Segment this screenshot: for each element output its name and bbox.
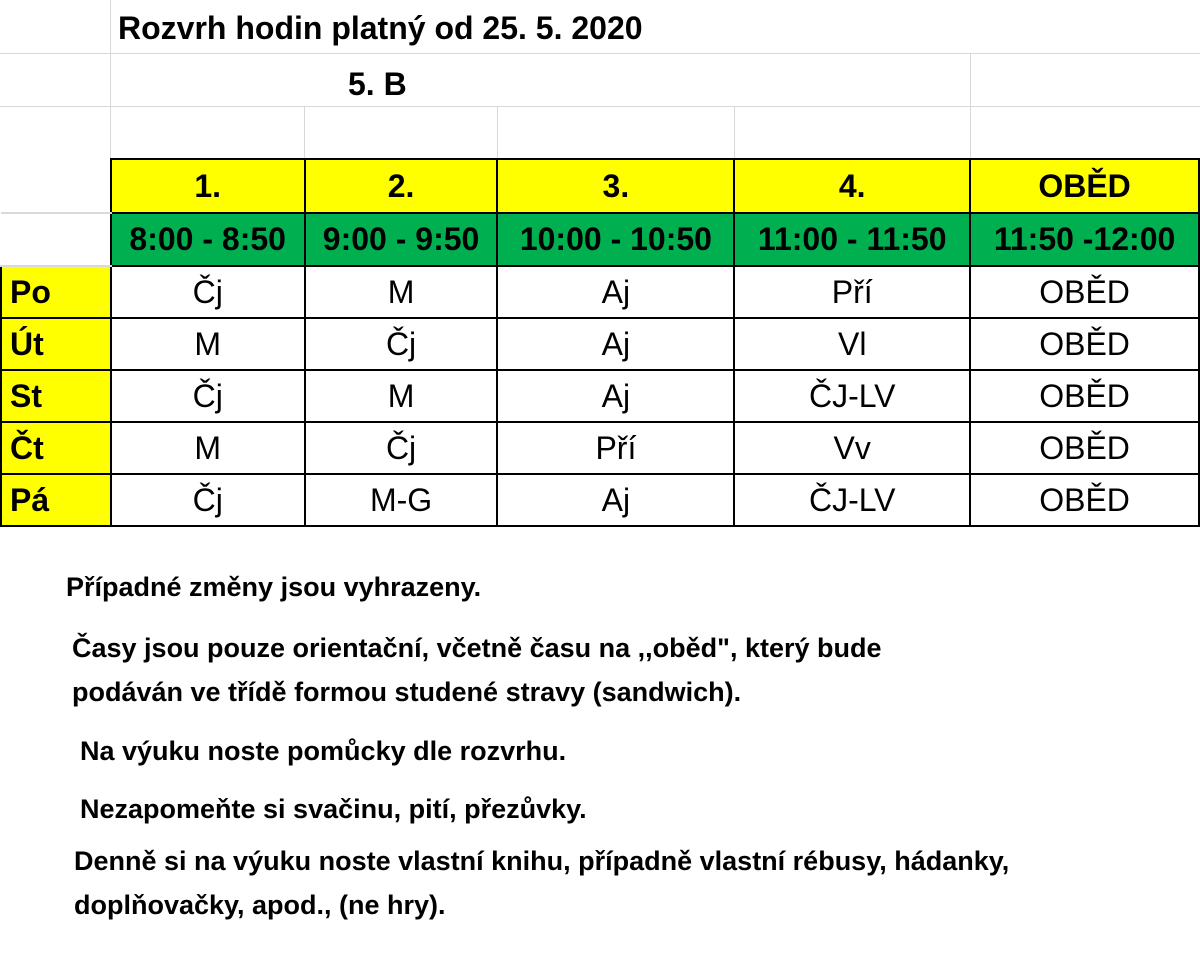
period-header-row [1, 159, 1199, 213]
lesson-cell: M [305, 266, 498, 318]
note-line: podáván ve třídě formou studené stravy (sandwich). [72, 677, 742, 707]
time-header: 9:00 - 9:50 [305, 213, 498, 266]
period-header: 3. [497, 159, 734, 213]
lesson-cell: Čj [305, 422, 498, 474]
day-row [1, 266, 1199, 318]
day-row [1, 474, 1199, 526]
note-line: doplňovačky, apod., (ne hry). [74, 890, 446, 920]
period-header: 1. [111, 159, 305, 213]
time-header: 10:00 - 10:50 [497, 213, 734, 266]
schedule-title: Rozvrh hodin platný od 25. 5. 2020 [118, 10, 643, 46]
lesson-cell: M [111, 318, 305, 370]
lesson-cell: Pří [497, 422, 734, 474]
class-name: 5. B [348, 66, 407, 102]
lesson-cell: Pří [734, 266, 970, 318]
lesson-cell: Aj [497, 318, 734, 370]
day-label: St [1, 370, 111, 422]
day-label: Pá [1, 474, 111, 526]
gridline [0, 53, 1200, 54]
time-header: 11:00 - 11:50 [734, 213, 970, 266]
gridline [0, 106, 1200, 107]
lesson-cell: OBĚD [970, 474, 1199, 526]
day-row [1, 318, 1199, 370]
lesson-cell: M [111, 422, 305, 474]
empty-corner-cell [1, 159, 111, 213]
lesson-cell: Vv [734, 422, 970, 474]
lesson-cell: Čj [111, 474, 305, 526]
note-line: Na výuku noste pomůcky dle rozvrhu. [80, 736, 567, 766]
day-row [1, 370, 1199, 422]
lesson-cell: OBĚD [970, 422, 1199, 474]
time-header-row [1, 213, 1199, 266]
lesson-cell: OBĚD [970, 370, 1199, 422]
time-header: 11:50 -12:00 [970, 213, 1199, 266]
note-line: Denně si na výuku noste vlastní knihu, případně vlastní rébusy, hádanky, [74, 846, 1010, 876]
empty-corner-cell [1, 213, 111, 266]
period-header: 4. [734, 159, 970, 213]
lesson-cell: M [305, 370, 498, 422]
lesson-cell: OBĚD [970, 266, 1199, 318]
lesson-cell: Aj [497, 266, 734, 318]
day-label: Po [1, 266, 111, 318]
period-header: OBĚD [970, 159, 1199, 213]
note-line: Časy jsou pouze orientační, včetně času na ,,oběd", který bude [72, 633, 882, 663]
note-line: Nezapomeňte si svačinu, pití, přezůvky. [80, 794, 587, 824]
period-header: 2. [305, 159, 498, 213]
time-header: 8:00 - 8:50 [111, 213, 305, 266]
lesson-cell: Čj [305, 318, 498, 370]
gridline [497, 106, 498, 158]
gridline [110, 0, 111, 158]
lesson-cell: Čj [111, 266, 305, 318]
gridline [304, 106, 305, 158]
day-row [1, 422, 1199, 474]
lesson-cell: Čj [111, 370, 305, 422]
schedule-table [0, 158, 1200, 527]
lesson-cell: ČJ-LV [734, 474, 970, 526]
lesson-cell: M-G [305, 474, 498, 526]
lesson-cell: Aj [497, 474, 734, 526]
lesson-cell: ČJ-LV [734, 370, 970, 422]
day-label: Út [1, 318, 111, 370]
gridline [734, 106, 735, 158]
note-line: Případné změny jsou vyhrazeny. [66, 572, 482, 602]
day-label: Čt [1, 422, 111, 474]
lesson-cell: Vl [734, 318, 970, 370]
lesson-cell: OBĚD [970, 318, 1199, 370]
lesson-cell: Aj [497, 370, 734, 422]
